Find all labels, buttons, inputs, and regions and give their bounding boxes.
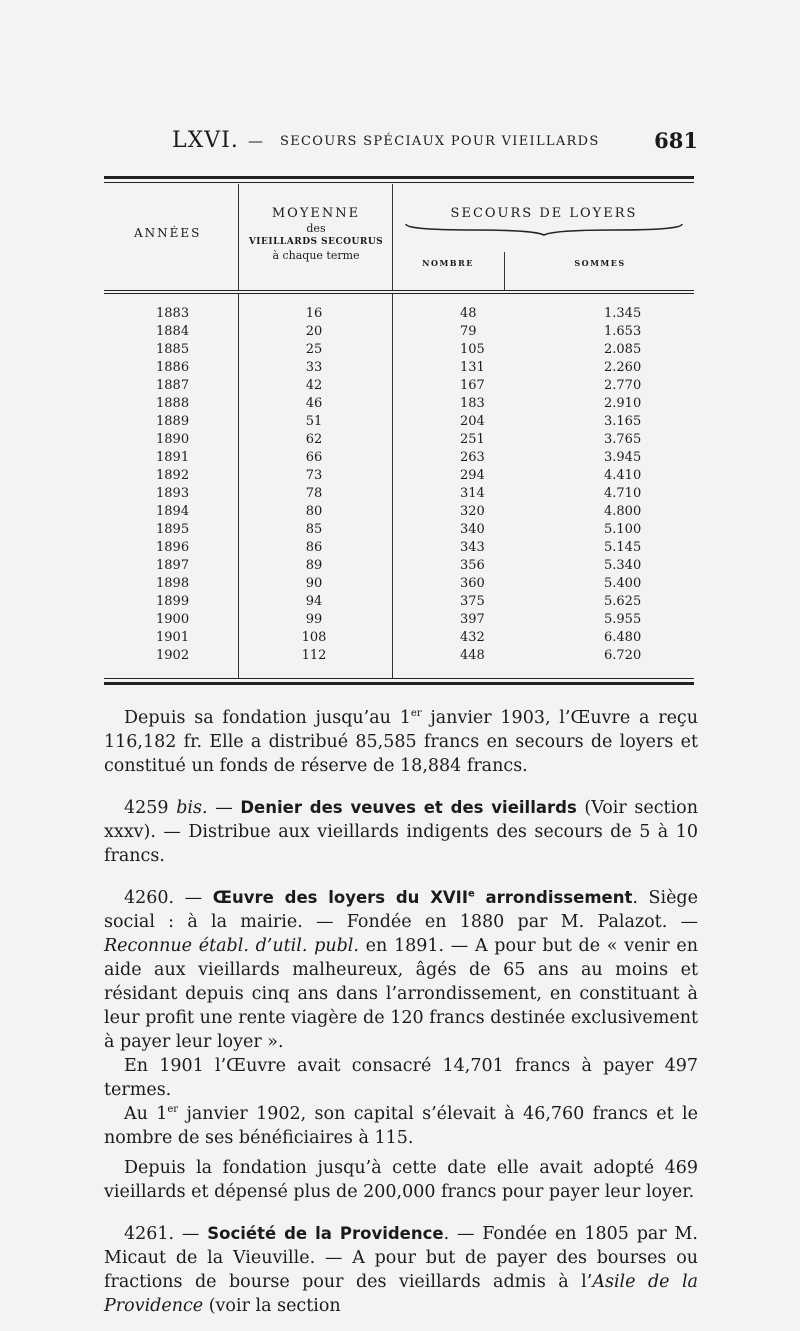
entry-4261 [104,1222,698,1318]
cell-nombre: 183 [460,396,485,411]
cell-moyenne: 80 [305,504,323,519]
header-moyenne-line3: VIEILLARDS SECOURUS [248,237,384,247]
cell-annee: 1889 [156,414,190,429]
cell-annee: 1883 [156,306,190,321]
table-row [104,576,694,594]
cell-nombre: 340 [460,522,485,537]
cell-sommes: 6.720 [604,648,642,663]
cell-sommes: 2.260 [604,360,642,375]
cell-annee: 1885 [156,342,190,357]
column-divider [504,252,505,290]
cell-sommes: 3.165 [604,414,642,429]
text: arrondissement [474,888,633,907]
cell-moyenne: 66 [305,450,323,465]
text: (Voir section xxxv). — Distribue aux vieillards indigents des secours de 5 à 10 francs. [104,798,698,866]
cell-moyenne: 90 [305,576,323,591]
cell-annee: 1892 [156,468,190,483]
text: Au 1 [124,1104,168,1124]
cell-sommes: 5.100 [604,522,642,537]
header-moyenne-line2: des [306,222,326,235]
header-annees: ANNÉES [134,226,202,240]
header-nombre: NOMBRE [422,258,474,268]
cell-sommes: 1.345 [604,306,642,321]
entry-4260-para4: Depuis la fondation jusqu’à cette date elle avait adopté 469 vieillards et dépensé plus de 200,000 francs pour payer leur loyer. [104,1158,698,1202]
entry-4259 [104,796,698,868]
header-secours: SECOURS DE LOYERS [450,206,638,221]
cell-nombre: 356 [460,558,485,573]
entry-number: 4261. — [124,1224,200,1244]
table-bottom-rule [104,682,694,685]
entry-4260-para3 [104,1102,698,1150]
cell-moyenne: 112 [301,648,327,663]
table-row [104,522,694,540]
cell-sommes: 4.710 [604,486,642,501]
cell-moyenne: 73 [305,468,323,483]
cell-annee: 1895 [156,522,190,537]
cell-annee: 1901 [156,630,190,645]
table-row [104,540,694,558]
cell-annee: 1898 [156,576,190,591]
header-dash: — [248,132,263,150]
entry-title: Denier des veuves et des vieillards [240,798,577,817]
cell-annee: 1896 [156,540,190,555]
page-number: 681 [654,128,698,153]
header-rule [104,290,694,291]
cell-nombre: 167 [460,378,485,393]
cell-moyenne: 16 [305,306,323,321]
header-rule-double [104,293,694,294]
cell-moyenne: 62 [305,432,323,447]
entry-number: 4259 [124,798,169,818]
text: — [215,798,233,818]
cell-nombre: 320 [460,504,485,519]
entry-4260 [104,886,698,1054]
header-brace [404,222,684,236]
table-row [104,648,694,666]
table-row [104,360,694,378]
cell-annee: 1893 [156,486,190,501]
superscript: e [467,888,475,900]
cell-nombre: 343 [460,540,485,555]
cell-nombre: 131 [460,360,485,375]
cell-nombre: 448 [460,648,485,663]
cell-moyenne: 94 [305,594,323,609]
cell-moyenne: 46 [305,396,323,411]
cell-moyenne: 86 [305,540,323,555]
table-row [104,450,694,468]
table-top-rule-thin [104,182,694,183]
cell-annee: 1900 [156,612,190,627]
section-title: SECOURS SPÉCIAUX POUR VIEILLARDS [280,134,600,149]
cell-annee: 1887 [156,378,190,393]
cell-annee: 1902 [156,648,190,663]
cell-nombre: 432 [460,630,485,645]
cell-nombre: 204 [460,414,485,429]
table-row [104,486,694,504]
cell-annee: 1894 [156,504,190,519]
cell-moyenne: 85 [305,522,323,537]
text: (voir la section [203,1296,341,1316]
cell-sommes: 5.340 [604,558,642,573]
column-divider [238,184,239,290]
cell-sommes: 6.480 [604,630,642,645]
cell-nombre: 360 [460,576,485,591]
table-top-rule [104,176,694,179]
table-body [104,306,694,666]
text: . Siège social : à la mairie. — Fondée en 1880 par M. Palazot. — [104,888,698,932]
entry-title [213,888,633,907]
section-number: LXVI. [172,128,239,153]
cell-annee: 1897 [156,558,190,573]
table-row [104,594,694,612]
header-moyenne-line4: à chaque terme [272,249,360,262]
cell-sommes: 1.653 [604,324,642,339]
entry-title: Société de la Providence [207,1224,444,1243]
text: en 1891. — A pour but de « venir en aide aux vieillards malheureux, âgés de 65 ans au moins et résidant depuis cinq ans dans l’arrondissement, en constituant à leur profit une rente viagère de 120 francs destinée exclusivement à payer leur loyer ». [104,936,698,1052]
cell-nombre: 251 [460,432,485,447]
entry-4260-para2: En 1901 l’Œuvre avait consacré 14,701 francs à payer 497 termes. [104,1056,698,1100]
running-header [172,128,698,164]
cell-annee: 1886 [156,360,190,375]
cell-sommes: 5.955 [604,612,642,627]
cell-annee: 1891 [156,450,190,465]
table-row [104,612,694,630]
cell-nombre: 263 [460,450,485,465]
table-row [104,306,694,324]
cell-moyenne: 20 [305,324,323,339]
table-row [104,396,694,414]
cell-sommes: 5.625 [604,594,642,609]
cell-nombre: 48 [460,306,477,321]
text: Depuis sa fondation jusqu’au 1 [124,708,411,728]
table-row [104,630,694,648]
table-row [104,378,694,396]
table-row [104,342,694,360]
text: Œuvre des loyers du XVII [212,888,468,907]
cell-moyenne: 25 [305,342,323,357]
cell-sommes: 4.800 [604,504,642,519]
table-row [104,414,694,432]
header-moyenne-line1: MOYENNE [271,206,361,221]
cell-annee: 1884 [156,324,190,339]
table-row [104,504,694,522]
cell-sommes: 4.410 [604,468,642,483]
cell-nombre: 79 [460,324,477,339]
text: . — Fondée en 1805 par M. Micaut de la Vieuville. — A pour but de payer des bourses ou fractions de bourse pour des vieillards admis à l’ [104,1224,698,1292]
recognition-note: Reconnue établ. d’util. publ. [104,936,359,956]
cell-moyenne: 89 [305,558,323,573]
paragraph-summary [104,706,698,778]
header-sommes: SOMMES [574,258,626,268]
cell-sommes: 2.085 [604,342,642,357]
cell-annee: 1890 [156,432,190,447]
superscript: er [410,708,422,720]
cell-sommes: 2.910 [604,396,642,411]
text: janvier 1902, son capital s’élevait à 46,760 francs et le nombre de ses bénéficiaires à 115. [104,1104,698,1148]
entry-number: 4260. — [124,888,203,908]
cell-annee: 1888 [156,396,190,411]
cell-moyenne: 99 [305,612,323,627]
cell-nombre: 397 [460,612,485,627]
cell-nombre: 294 [460,468,485,483]
table-row [104,558,694,576]
cell-nombre: 314 [460,486,485,501]
cell-annee: 1899 [156,594,190,609]
cell-moyenne: 51 [305,414,323,429]
cell-moyenne: 42 [305,378,323,393]
entry-bis: bis. [176,798,208,818]
body-text [104,706,698,1318]
cell-nombre: 375 [460,594,485,609]
cell-moyenne: 78 [305,486,323,501]
superscript: er [167,1104,179,1116]
cell-nombre: 105 [460,342,485,357]
table-row [104,468,694,486]
text: janvier 1903, l’Œuvre a reçu 116,182 fr. Elle a distribué 85,585 francs en secours de loyers et constitué un fonds de réserve de 18,884 francs. [104,708,698,776]
table-bottom-rule-thin [104,678,694,679]
table-row [104,324,694,342]
cell-sommes: 3.945 [604,450,642,465]
table-row [104,432,694,450]
column-divider [392,184,393,290]
cell-sommes: 5.145 [604,540,642,555]
header-moyenne [240,206,392,262]
cell-sommes: 2.770 [604,378,642,393]
cell-sommes: 3.765 [604,432,642,447]
asile-name: Asile de la Providence [104,1272,698,1316]
cell-sommes: 5.400 [604,576,642,591]
cell-moyenne: 108 [301,630,327,645]
cell-moyenne: 33 [305,360,323,375]
statistics-table [104,176,694,688]
